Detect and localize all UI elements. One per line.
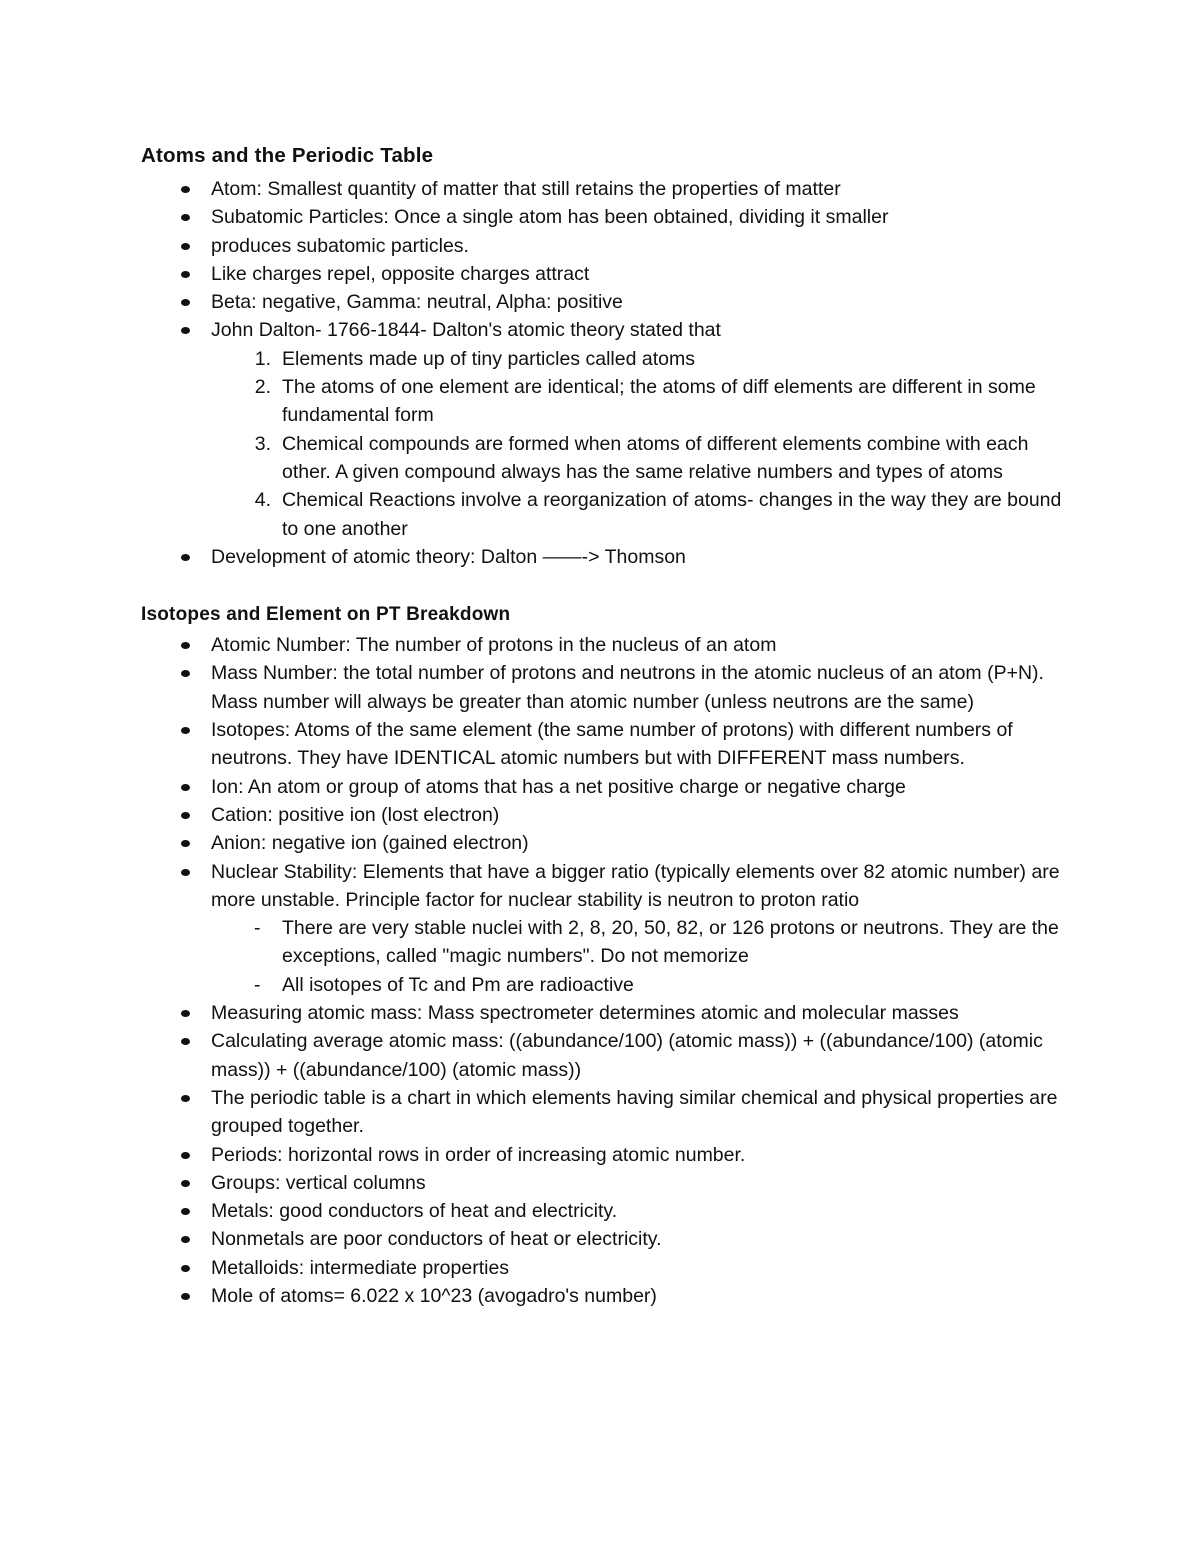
bullet-icon <box>181 1265 190 1272</box>
list-item <box>141 631 1081 659</box>
document-page <box>141 140 1081 1310</box>
dash-item-text: All isotopes of Tc and Pm are radioactive <box>282 973 634 996</box>
list-item-text: Cation: positive ion (lost electron) <box>211 803 500 826</box>
bullet-icon <box>181 727 190 734</box>
list-item <box>141 829 1081 857</box>
list-item-text: Nuclear Stability: Elements that have a bigger ratio (typically elements over 82 atomic number) are more unstable. Principle factor for nuclear stability is neutron to proton ratio <box>211 860 1060 911</box>
list-item-text: Nonmetals are poor conductors of heat or electricity. <box>211 1228 662 1251</box>
list-item-text: Mole of atoms= 6.022 x 10^23 (avogadro's number) <box>211 1284 657 1307</box>
dash-item-text: There are very stable nuclei with 2, 8, 20, 50, 82, or 126 protons or neutrons. They are the exceptions, called "magic numbers". Do not memorize <box>282 917 1059 968</box>
list-item <box>141 1027 1081 1084</box>
list-item-text: Metalloids: intermediate properties <box>211 1256 510 1279</box>
numbered-item <box>141 345 1081 373</box>
bullet-icon <box>181 1208 190 1215</box>
list-item-text: Like charges repel, opposite charges attract <box>211 262 590 285</box>
item-number: 3. <box>254 432 271 455</box>
list-item <box>141 203 1081 231</box>
bullet-icon <box>181 869 190 876</box>
item-number: 4. <box>254 489 271 512</box>
section-title-isotopes: Isotopes and Element on PT Breakdown <box>141 604 511 626</box>
bullet-icon <box>181 186 190 193</box>
list-item <box>141 232 1081 260</box>
list-item-text: Atomic Number: The number of protons in the nucleus of an atom <box>211 634 777 657</box>
numbered-item-text: Elements made up of tiny particles called atoms <box>282 347 695 370</box>
bullet-icon <box>181 1293 190 1300</box>
list-item-text: Isotopes: Atoms of the same element (the same number of protons) with different numbers of neutrons. They have IDENTICAL atomic numbers but with DIFFERENT mass numbers. <box>211 719 1013 770</box>
bullet-icon <box>181 784 190 791</box>
list-item-text: Ion: An atom or group of atoms that has a net positive charge or negative charge <box>211 775 906 798</box>
list-item <box>141 659 1081 716</box>
list-item <box>141 999 1081 1027</box>
bullet-icon <box>181 1038 190 1045</box>
section-title-atoms: Atoms and the Periodic Table <box>141 144 434 167</box>
bullet-icon <box>181 327 190 334</box>
list-item <box>141 1197 1081 1225</box>
bullet-icon <box>181 1180 190 1187</box>
list-item-text: Anion: negative ion (gained electron) <box>211 832 529 855</box>
numbered-item <box>141 430 1081 487</box>
list-item-text: Calculating average atomic mass: ((abundance/100) (atomic mass)) + ((abundance/100) (atomic mass)) + ((abundance/100) (atomic mass)) <box>211 1030 1043 1081</box>
item-number: 1. <box>254 347 271 370</box>
numbered-item-text: The atoms of one element are identical; the atoms of diff elements are different in some fundamental form <box>282 376 1036 427</box>
bullet-icon <box>181 1236 190 1243</box>
list-item-text: Mass Number: the total number of protons and neutrons in the atomic nucleus of an atom (P+N). Mass number will always be greater than atomic number (unless neutrons are the same) <box>211 662 1044 713</box>
bullet-icon <box>181 812 190 819</box>
list-item-text: Metals: good conductors of heat and electricity. <box>211 1200 618 1223</box>
list-item-text: Beta: negative, Gamma: neutral, Alpha: positive <box>211 291 623 314</box>
numbered-item <box>141 486 1081 543</box>
bullet-icon <box>181 214 190 221</box>
numbered-item <box>141 373 1081 430</box>
bullet-icon <box>181 271 190 278</box>
item-number: 2. <box>254 376 271 399</box>
bullet-icon <box>181 243 190 250</box>
list-item-text: produces subatomic particles. <box>211 234 469 257</box>
list-item <box>141 716 1081 773</box>
numbered-item-text: Chemical compounds are formed when atoms of different elements combine with each other. A given compound always has the same relative numbers and types of atoms <box>282 432 1029 483</box>
list-item <box>141 1169 1081 1197</box>
list-item-text: Measuring atomic mass: Mass spectrometer determines atomic and molecular masses <box>211 1002 959 1025</box>
list-item <box>141 316 1081 344</box>
dash-item <box>141 914 1081 971</box>
bullet-icon <box>181 299 190 306</box>
bullet-icon <box>181 642 190 649</box>
numbered-item-text: Chemical Reactions involve a reorganization of atoms- changes in the way they are bound to one another <box>282 489 1062 540</box>
bullet-icon <box>181 1095 190 1102</box>
dash-item <box>141 971 1081 999</box>
list-item <box>141 543 1081 571</box>
list-item-text: Atom: Smallest quantity of matter that still retains the properties of matter <box>211 178 841 200</box>
list-item-text: Groups: vertical columns <box>211 1171 426 1194</box>
list-item <box>141 1141 1081 1169</box>
list-item <box>141 288 1081 316</box>
dash-marker: - <box>254 973 261 996</box>
list-item-text: Development of atomic theory: Dalton ——-> Thomson <box>211 545 686 568</box>
list-item-text: Periods: horizontal rows in order of increasing atomic number. <box>211 1143 746 1166</box>
list-item <box>141 858 1081 915</box>
list-item <box>141 260 1081 288</box>
list-item <box>141 801 1081 829</box>
list-item <box>141 1225 1081 1253</box>
bullet-icon <box>181 840 190 847</box>
bullet-icon <box>181 670 190 677</box>
bullet-icon <box>181 1152 190 1159</box>
dash-marker: - <box>254 917 261 940</box>
list-item-text: John Dalton- 1766-1844- Dalton's atomic theory stated that <box>211 319 721 342</box>
list-item-text: Subatomic Particles: Once a single atom has been obtained, dividing it smaller <box>211 206 889 229</box>
list-item <box>141 1084 1081 1141</box>
list-item <box>141 773 1081 801</box>
list-item <box>141 175 1081 203</box>
bullet-icon <box>181 554 190 561</box>
list-item-text: The periodic table is a chart in which elements having similar chemical and physical properties are grouped together. <box>211 1086 1058 1138</box>
list-item <box>141 1282 1081 1310</box>
list-item <box>141 1254 1081 1282</box>
bullet-icon <box>181 1010 190 1017</box>
